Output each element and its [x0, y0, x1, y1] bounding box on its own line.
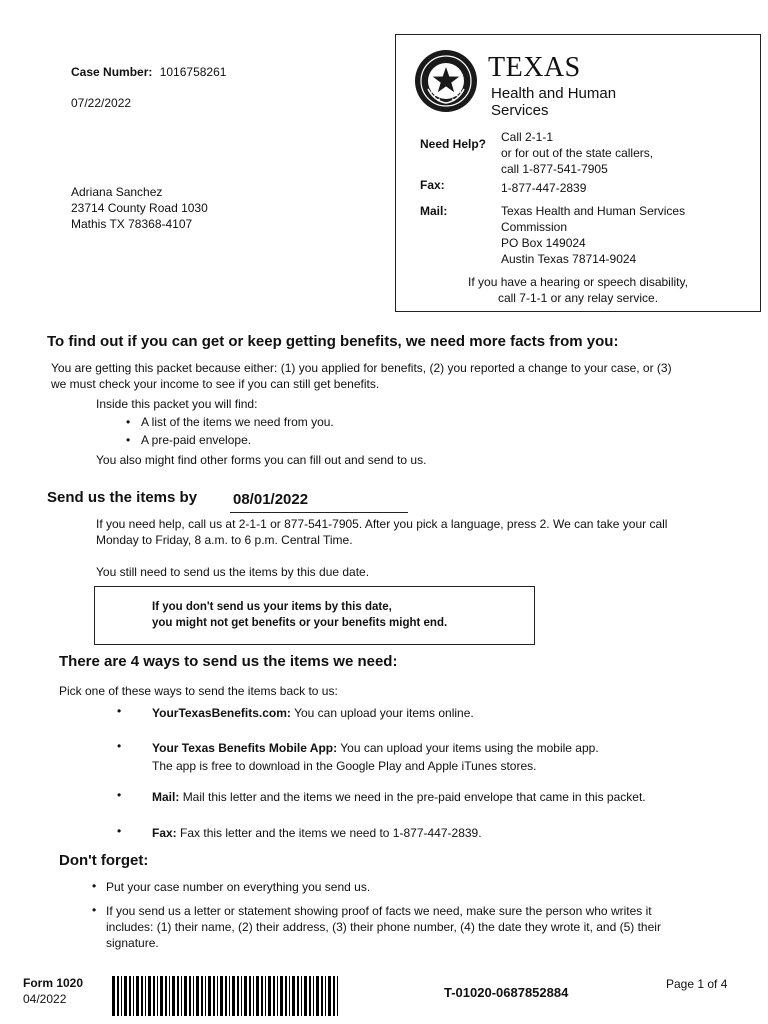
- ways-heading: There are 4 ways to send us the items we need:: [59, 653, 398, 670]
- case-number-line: [71, 64, 226, 80]
- form-number: Form 1020: [23, 976, 84, 990]
- bullet-icon: •: [117, 704, 122, 718]
- due-help-line2: Monday to Friday, 8 a.m. to 6 p.m. Central Time.: [96, 533, 353, 547]
- mail-label: Mail:: [420, 204, 448, 218]
- contact-info-box: [395, 34, 761, 312]
- inside-packet-label: Inside this packet you will find:: [96, 397, 258, 411]
- bullet-icon: •: [92, 903, 97, 917]
- logo-subtitle-line2: Services: [491, 102, 549, 119]
- logo-subtitle-line1: Health and Human: [491, 85, 617, 102]
- document-id: T-01020-0687852884: [444, 985, 569, 1000]
- barcode-icon: [112, 976, 342, 1016]
- bullet-icon: •: [92, 879, 97, 893]
- bullet-icon: •: [117, 739, 122, 753]
- letter-date: 07/22/2022: [71, 96, 132, 110]
- page-number: Page 1 of 4: [666, 977, 728, 991]
- warning-line1: If you don't send us your items by this date,: [152, 601, 392, 613]
- list-item: • Put your case number on everything you send us.: [92, 879, 371, 894]
- warning-line2: you might not get benefits or your benefits might end.: [152, 617, 448, 629]
- ways-pick-text: Pick one of these ways to send the items back to us:: [59, 684, 338, 698]
- mail-line2: Commission: [501, 220, 568, 234]
- list-item: • A list of the items we need from you.: [126, 415, 334, 429]
- bullet-icon: •: [126, 433, 131, 447]
- bullet-icon: •: [126, 415, 131, 429]
- case-number-value: 1016758261: [159, 65, 227, 79]
- bullet-icon: •: [117, 788, 122, 802]
- list-item: • If you send us a letter or statement showing proof of facts we need, make sure the person who writes it includes: (1) their name, (2) their address, (3) their phone number, (4) the date they wrote it, and (5) their signature.: [92, 903, 661, 950]
- fax-value: 1-877-447-2839: [501, 181, 587, 195]
- due-date: 08/01/2022: [230, 491, 408, 513]
- need-help-line2: or for out of the state callers,: [501, 146, 654, 160]
- list-item: • A pre-paid envelope.: [126, 433, 252, 447]
- recipient-address-line2: Mathis TX 78368-4107: [71, 217, 193, 231]
- dont-forget-heading: Don't forget:: [59, 852, 149, 869]
- fax-label: Fax:: [420, 178, 445, 192]
- intro-heading: To find out if you can get or keep getting benefits, we need more facts from you:: [47, 333, 619, 350]
- relay-line1: If you have a hearing or speech disability,: [468, 275, 688, 289]
- case-number-label: Case Number:: [71, 65, 153, 79]
- also-forms-text: You also might find other forms you can fill out and send to us.: [96, 453, 427, 467]
- list-item: • Your Texas Benefits Mobile App: You can upload your items using the mobile app. The app is free to download in the Google Play and Apple iTunes stores.: [117, 739, 599, 773]
- texas-seal-icon: [414, 49, 478, 113]
- recipient-address-line1: 23714 County Road 1030: [71, 201, 208, 215]
- mail-line4: Austin Texas 78714-9024: [501, 252, 637, 266]
- mail-line1: Texas Health and Human Services: [501, 204, 686, 218]
- relay-line2: call 7-1-1 or any relay service.: [497, 291, 659, 305]
- need-help-label: Need Help?: [420, 137, 487, 151]
- logo-title: TEXAS: [488, 52, 581, 83]
- need-help-line1: Call 2-1-1: [501, 130, 554, 144]
- need-help-line3: call 1-877-541-7905: [501, 162, 608, 176]
- list-item: • Mail: Mail this letter and the items we need in the pre-paid envelope that came in this packet.: [117, 788, 646, 804]
- recipient-name: Adriana Sanchez: [71, 185, 163, 199]
- warning-box: [94, 586, 535, 645]
- mail-line3: PO Box 149024: [501, 236, 586, 250]
- intro-para-line2: we must check your income to see if you can still get benefits.: [51, 377, 380, 391]
- form-date: 04/2022: [23, 992, 67, 1006]
- list-item: • YourTexasBenefits.com: You can upload your items online.: [117, 704, 474, 720]
- due-label: Send us the items by: [47, 489, 198, 506]
- list-item: • Fax: Fax this letter and the items we need to 1-877-447-2839.: [117, 824, 482, 840]
- bullet-icon: •: [117, 824, 122, 838]
- intro-para-line1: You are getting this packet because either: (1) you applied for benefits, (2) you reported a change to your case, or (3): [51, 361, 672, 375]
- due-help-line1: If you need help, call us at 2-1-1 or 877-541-7905. After you pick a language, press 2. We can take your call: [96, 517, 668, 531]
- due-still-text: You still need to send us the items by this due date.: [96, 565, 370, 579]
